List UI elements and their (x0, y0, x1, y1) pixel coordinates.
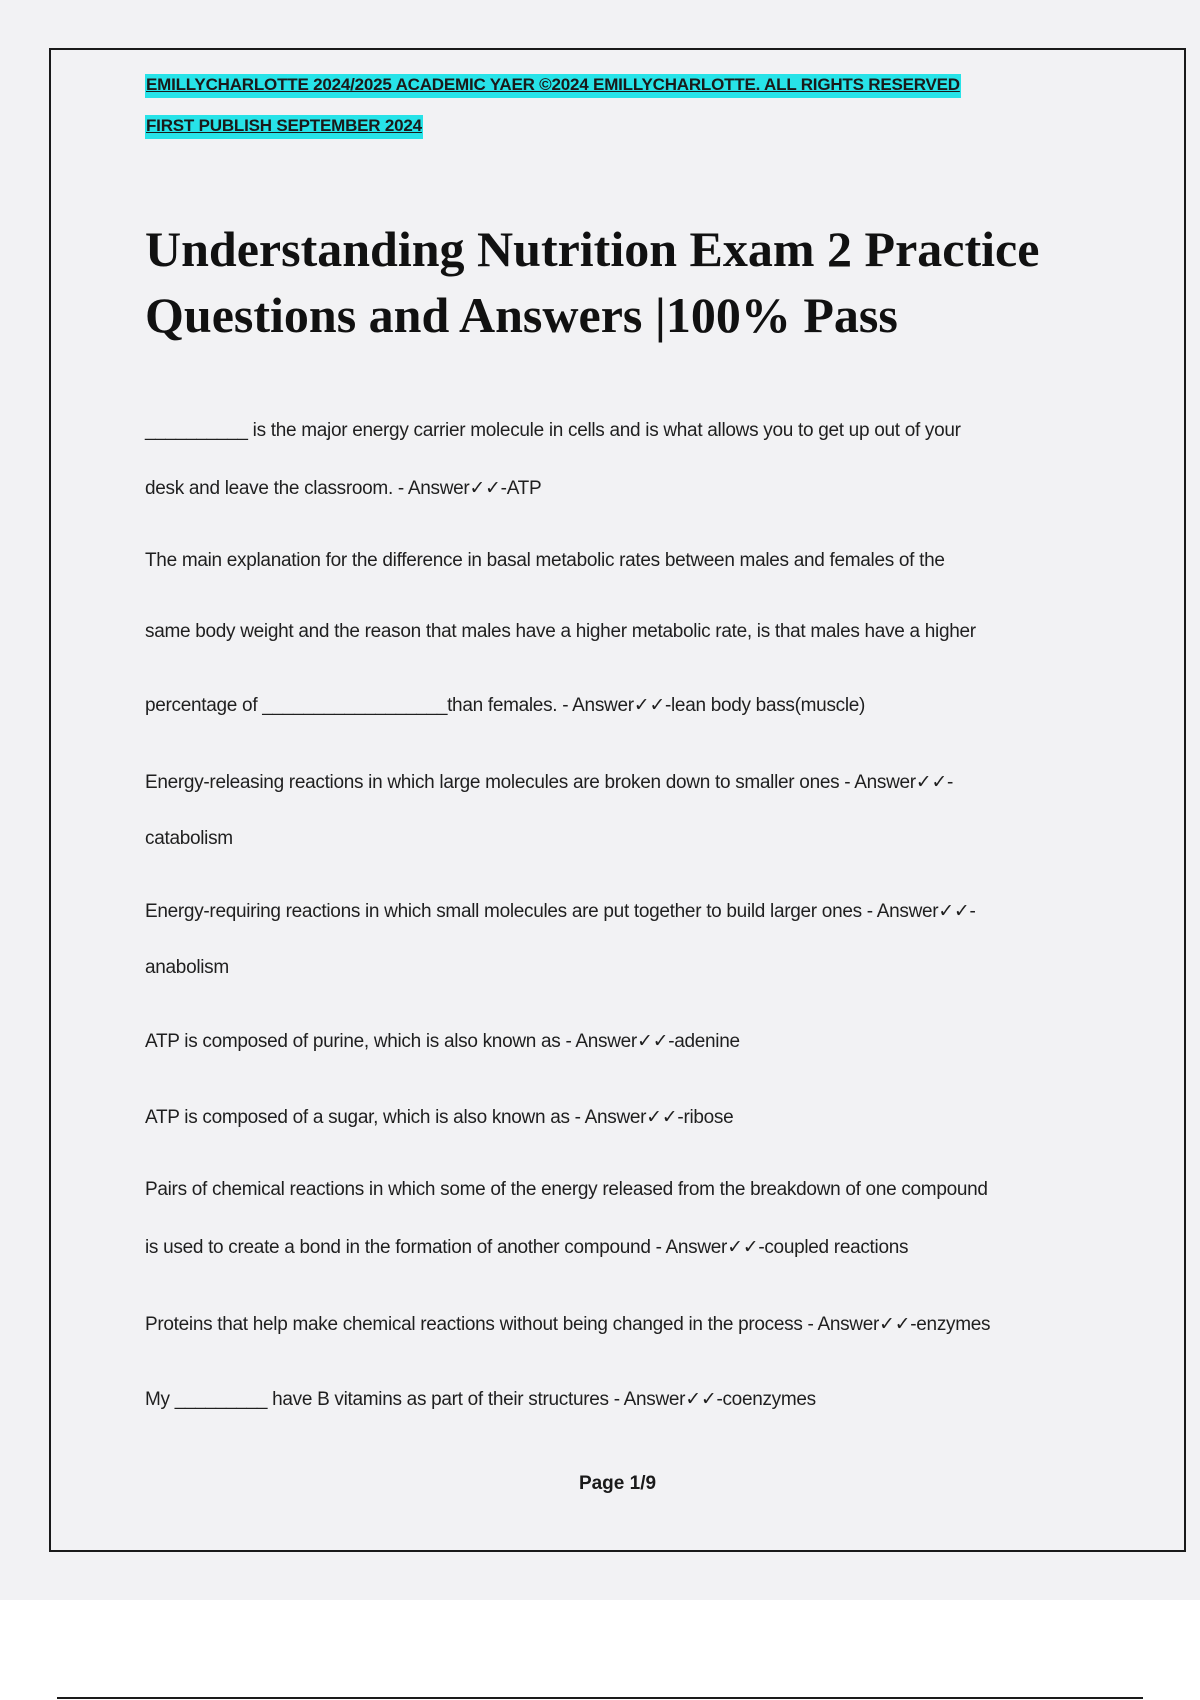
question-8: Proteins that help make chemical reactions without being changed in the process - Answer✓✓-enzymes (145, 1314, 991, 1335)
question-5: ATP is composed of purine, which is also known as - Answer✓✓-adenine (145, 1031, 740, 1052)
question-7-line-2: is used to create a bond in the formation of another compound - Answer✓✓-coupled reactions (145, 1237, 909, 1258)
question-2-line-1: The main explanation for the difference in basal metabolic rates between males and females of the (145, 550, 945, 571)
document-title (145, 216, 1105, 348)
copyright-header: EMILLYCHARLOTTE 2024/2025 ACADEMIC YAER ©2024 EMILLYCHARLOTTE. ALL RIGHTS RESERVED (145, 74, 961, 98)
question-4-line-2: anabolism (145, 957, 229, 978)
question-3-line-1: Energy-releasing reactions in which large molecules are broken down to smaller ones - Answer✓✓- (145, 772, 954, 793)
page-number: Page 1/9 (578, 1473, 657, 1494)
question-2-line-2: same body weight and the reason that males have a higher metabolic rate, is that males have a higher (145, 621, 976, 642)
question-4-line-1: Energy-requiring reactions in which small molecules are put together to build larger ones - Answer✓✓- (145, 901, 976, 922)
question-2-line-3: percentage of __________________than females. - Answer✓✓-lean body bass(muscle) (145, 695, 866, 716)
question-6: ATP is composed of a sugar, which is also known as - Answer✓✓-ribose (145, 1107, 734, 1128)
title-line-1: Understanding Nutrition Exam 2 Practice (145, 221, 1040, 277)
question-3-line-2: catabolism (145, 828, 233, 849)
question-7-line-1: Pairs of chemical reactions in which some of the energy released from the breakdown of one compound (145, 1179, 988, 1200)
publish-date-header: FIRST PUBLISH SEPTEMBER 2024 (145, 115, 423, 139)
question-1-line-2: desk and leave the classroom. - Answer✓✓-ATP (145, 478, 542, 499)
question-1-line-1: __________ is the major energy carrier molecule in cells and is what allows you to get up out of your (145, 420, 961, 441)
next-page-top-rule (57, 1697, 1143, 1699)
question-9: My _________ have B vitamins as part of their structures - Answer✓✓-coenzymes (145, 1389, 816, 1410)
title-line-2: Questions and Answers |100% Pass (145, 287, 898, 343)
